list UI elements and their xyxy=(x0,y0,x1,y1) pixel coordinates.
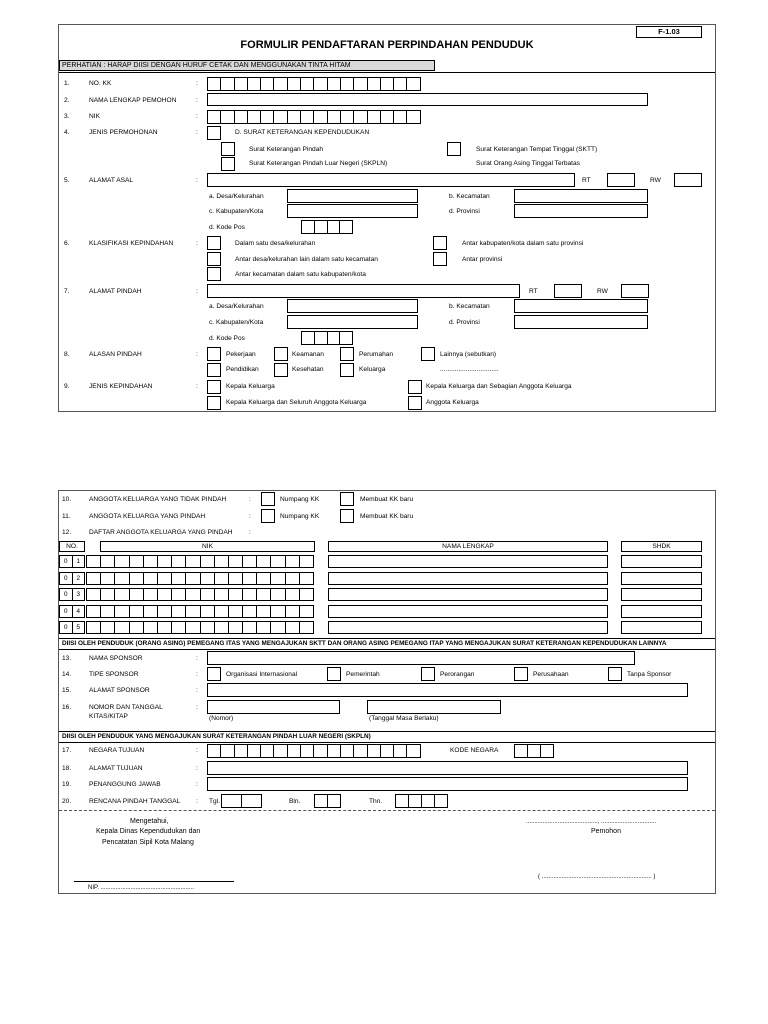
alasan-checkbox-lainnya[interactable] xyxy=(421,347,435,361)
skp-label: Surat Keterangan Pindah xyxy=(249,146,324,153)
rt-label: RT xyxy=(582,177,591,184)
kec-pindah-field[interactable] xyxy=(514,299,648,313)
alasan-checkbox-keluarga[interactable] xyxy=(340,363,354,377)
desa-label: a. Desa/Kelurahan xyxy=(209,303,264,310)
row-nama-field[interactable] xyxy=(328,605,608,618)
label-tipe-sponsor: TIPE SPONSOR xyxy=(89,671,139,678)
row-nik-cells[interactable] xyxy=(86,572,315,585)
label-alasan-pindah: ALASAN PINDAH xyxy=(89,351,142,358)
alasan-checkbox-perumahan[interactable] xyxy=(340,347,354,361)
label-tidak-pindah: ANGGOTA KELUARGA YANG TIDAK PINDAH xyxy=(89,496,227,503)
label-jenis-permohonan: JENIS PERMOHONAN xyxy=(89,129,158,136)
item-number: 19. xyxy=(62,781,72,788)
form-title: FORMULIR PENDAFTARAN PERPINDAHAN PENDUDUK xyxy=(240,39,534,51)
label-yang-pindah: ANGGOTA KELUARGA YANG PINDAH xyxy=(89,513,206,520)
label-daftar-anggota: DAFTAR ANGGOTA KELUARGA YANG PINDAH xyxy=(89,529,233,536)
no-kk-cells[interactable] xyxy=(207,77,421,91)
colon: : xyxy=(196,671,198,678)
row-shdk-field[interactable] xyxy=(621,605,702,618)
form-code-box: F-1.03 xyxy=(636,26,702,38)
kab-pindah-field[interactable] xyxy=(287,315,418,329)
klasifikasi-label-5: Antar provinsi xyxy=(462,256,503,263)
label-alamat-pindah: ALAMAT PINDAH xyxy=(89,288,142,295)
alasan-label-pekerjaan: Pekerjaan xyxy=(226,351,256,358)
row-nik-cells[interactable] xyxy=(86,588,315,601)
colon: : xyxy=(196,80,198,87)
sktt-checkbox[interactable] xyxy=(447,142,461,156)
alasan-label-kesehatan: Kesehatan xyxy=(292,366,324,373)
row-nama-field[interactable] xyxy=(328,572,608,585)
item-number: 18. xyxy=(62,765,72,772)
sponsor-label-tanpa: Tanpa Sponsor xyxy=(627,671,672,678)
alasan-checkbox-pekerjaan[interactable] xyxy=(207,347,221,361)
rw-label: RW xyxy=(597,288,608,295)
label-rencana-pindah: RENCANA PINDAH TANGGAL xyxy=(89,798,181,805)
rt-pindah-field[interactable] xyxy=(554,284,582,298)
rt-label: RT xyxy=(529,288,538,295)
colon: : xyxy=(196,747,198,754)
row-number-cells: 0 1 xyxy=(59,555,85,568)
row-number-cells: 0 3 xyxy=(59,588,85,601)
membuat-label: Membuat KK baru xyxy=(360,496,414,503)
row-nik-cells[interactable] xyxy=(86,605,315,618)
membuat-label: Membuat KK baru xyxy=(360,513,414,520)
klasifikasi-label-1: Dalam satu desa/kelurahan xyxy=(235,240,316,247)
sponsor-label-perusahaan: Perusahaan xyxy=(533,671,569,678)
item-number: 6. xyxy=(64,240,70,247)
kab-label: c. Kabupaten/Kota xyxy=(209,319,264,326)
sponsor-label-organisasi: Organisasi Internasional xyxy=(226,671,298,678)
jenis-label-3: Kepala Keluarga dan Sebagian Anggota Keluarga xyxy=(426,383,572,390)
desa-label: a. Desa/Kelurahan xyxy=(209,193,264,200)
sponsor-checkbox-pemerintah[interactable] xyxy=(327,667,341,681)
item-number: 11. xyxy=(62,513,71,520)
place-date-line: ..........................................., ................................. xyxy=(526,819,657,825)
sponsor-label-pemerintah: Pemerintah xyxy=(346,671,380,678)
sponsor-label-perorangan: Perorangan xyxy=(440,671,475,678)
section-divider xyxy=(59,742,715,743)
alamat-tujuan-field[interactable] xyxy=(207,761,688,775)
tgl-label: Tgl. xyxy=(209,798,220,805)
thn-cells[interactable] xyxy=(395,794,449,808)
klasifikasi-checkbox-2[interactable] xyxy=(207,252,221,266)
row-shdk-field[interactable] xyxy=(621,588,702,601)
label-alamat-asal: ALAMAT ASAL xyxy=(89,177,134,184)
jenis-checkbox-2[interactable] xyxy=(207,396,221,410)
item-number: 12. xyxy=(62,529,72,536)
row-shdk-field[interactable] xyxy=(621,555,702,568)
kab-label: c. Kabupaten/Kota xyxy=(209,208,264,215)
numpang-label: Numpang KK xyxy=(280,496,320,503)
klasifikasi-checkbox-5[interactable] xyxy=(433,252,447,266)
section-divider xyxy=(59,638,715,639)
row-number-cells: 0 4 xyxy=(59,605,85,618)
kitas-tanggal-field[interactable] xyxy=(367,700,501,714)
kodepos-pindah-cells[interactable] xyxy=(301,331,353,345)
item-number: 20. xyxy=(62,798,72,805)
alamat-pindah-field[interactable] xyxy=(207,284,520,298)
colon: : xyxy=(249,496,251,503)
alasan-label-pendidikan: Pendidikan xyxy=(226,366,259,373)
sponsor-checkbox-tanpa[interactable] xyxy=(608,667,622,681)
prov-pindah-field[interactable] xyxy=(514,315,648,329)
kec-label: b. Kecamatan xyxy=(449,303,490,310)
notice-banner: PERHATIAN : HARAP DIISI DENGAN HURUF CETAK DAN MENGGUNAKAN TINTA HITAM xyxy=(59,60,435,71)
colon: : xyxy=(196,704,198,711)
label-nama-pemohon: NAMA LENGKAP PEMOHON xyxy=(89,97,177,104)
sponsor-checkbox-organisasi[interactable] xyxy=(207,667,221,681)
tgl-cells[interactable] xyxy=(221,794,262,808)
colon: : xyxy=(196,288,198,295)
desa-pindah-field[interactable] xyxy=(287,299,418,313)
mengetahui-text: Mengetahui, xyxy=(130,818,169,825)
item-number: 15. xyxy=(62,687,72,694)
kepala-dinas-line1: Kepala Dinas Kependudukan dan xyxy=(96,828,201,835)
item-number: 9. xyxy=(64,383,70,390)
label-kitas: KITAS/KITAP xyxy=(89,713,128,720)
item-number: 14. xyxy=(62,671,72,678)
colon: : xyxy=(196,113,198,120)
klasifikasi-label-3: Antar kecamatan dalam satu kabupaten/kota xyxy=(235,271,366,278)
item-number: 8. xyxy=(64,351,70,358)
colon: : xyxy=(196,655,198,662)
tidak-pindah-membuat-checkbox[interactable] xyxy=(340,492,354,506)
item-number: 17. xyxy=(62,747,72,754)
kab-asal-field[interactable] xyxy=(287,204,418,218)
kode-negara-label: KODE NEGARA xyxy=(450,747,499,754)
item-number: 5. xyxy=(64,177,70,184)
kodepos-asal-cells[interactable] xyxy=(301,220,353,234)
prov-asal-field[interactable] xyxy=(514,204,648,218)
alasan-checkbox-kesehatan[interactable] xyxy=(274,363,288,377)
jenis-checkbox-1[interactable] xyxy=(207,380,221,394)
desa-asal-field[interactable] xyxy=(287,189,418,203)
numpang-label: Numpang KK xyxy=(280,513,320,520)
nama-sponsor-field[interactable] xyxy=(207,651,635,665)
penanggung-jawab-field[interactable] xyxy=(207,777,688,791)
sktt-label: Surat Keterangan Tempat Tinggal (SKTT) xyxy=(476,146,598,153)
section-divider xyxy=(59,731,715,732)
col-header-shdk: SHDK xyxy=(621,541,702,552)
col-header-no: NO. xyxy=(59,541,85,552)
colon: : xyxy=(196,383,198,390)
rw-pindah-field[interactable] xyxy=(621,284,649,298)
colon: : xyxy=(196,129,198,136)
bln-label: Bln. xyxy=(289,798,301,805)
colon: : xyxy=(196,687,198,694)
row-nama-field[interactable] xyxy=(328,555,608,568)
colon: : xyxy=(196,765,198,772)
item-number: 1. xyxy=(64,80,70,87)
item-number: 7. xyxy=(64,288,70,295)
skpln-checkbox[interactable] xyxy=(221,157,235,171)
label-nama-sponsor: NAMA SPONSOR xyxy=(89,655,143,662)
jenis-label-4: Anggota Keluarga xyxy=(426,399,479,406)
kepala-signature-rule xyxy=(74,881,234,882)
colon: : xyxy=(196,177,198,184)
row-shdk-field[interactable] xyxy=(621,621,702,634)
skpln-label: Surat Keterangan Pindah Luar Negeri (SKPLN) xyxy=(249,160,388,167)
label-penanggung-jawab: PENANGGUNG JAWAB xyxy=(89,781,161,788)
alamat-sponsor-field[interactable] xyxy=(207,683,688,697)
kec-asal-field[interactable] xyxy=(514,189,648,203)
tidak-pindah-numpang-checkbox[interactable] xyxy=(261,492,275,506)
jenis-label-1: Kepala Keluarga xyxy=(226,383,275,390)
rt-asal-field[interactable] xyxy=(607,173,635,187)
pindah-numpang-checkbox[interactable] xyxy=(261,509,275,523)
kodepos-label: d. Kode Pos xyxy=(209,335,245,342)
label-alamat-sponsor: ALAMAT SPONSOR xyxy=(89,687,150,694)
label-jenis-kepindahan: JENIS KEPINDAHAN xyxy=(89,383,153,390)
row-nik-cells[interactable] xyxy=(86,555,315,568)
permohonan-header: D. SURAT KETERANGAN KEPENDUDUKAN xyxy=(235,129,370,136)
item-number: 3. xyxy=(64,113,70,120)
row-nama-field[interactable] xyxy=(328,621,608,634)
sponsor-checkbox-perorangan[interactable] xyxy=(421,667,435,681)
item-number: 13. xyxy=(62,655,72,662)
colon: : xyxy=(249,513,251,520)
col-header-nama: NAMA LENGKAP xyxy=(328,541,608,552)
sponsor-checkbox-perusahaan[interactable] xyxy=(514,667,528,681)
jenis-label-2: Kepala Keluarga dan Seluruh Anggota Keluarga xyxy=(226,399,367,406)
permohonan-checkbox-d[interactable] xyxy=(207,126,221,140)
col-header-nik: NIK xyxy=(100,541,315,552)
label-klasifikasi: KLASIFIKASI KEPINDAHAN xyxy=(89,240,174,247)
nik-cells[interactable] xyxy=(207,110,421,124)
pindah-membuat-checkbox[interactable] xyxy=(340,509,354,523)
colon: : xyxy=(196,240,198,247)
prov-label: d. Provinsi xyxy=(449,208,480,215)
label-negara-tujuan: NEGARA TUJUAN xyxy=(89,747,145,754)
alasan-lainnya-dots: ................................ xyxy=(440,366,499,373)
klasifikasi-checkbox-3[interactable] xyxy=(207,267,221,281)
bln-cells[interactable] xyxy=(314,794,341,808)
alasan-label-keluarga: Keluarga xyxy=(359,366,386,373)
alasan-label-keamanan: Keamanan xyxy=(292,351,324,358)
prov-label: d. Provinsi xyxy=(449,319,480,326)
kepala-dinas-line2: Pencatatan Sipil Kota Malang xyxy=(102,839,194,846)
section-asing-heading: DIISI OLEH PENDUDUK (ORANG ASING) PEMEGANG ITAS YANG MENGAJUKAN SKTT DAN ORANG ASING PEMEGANG ITAP YANG MENGAJUKAN SURAT KETERANGAN KEPENDUDUKAN LAINNYA xyxy=(62,640,667,647)
notice-rule xyxy=(59,72,715,73)
colon: : xyxy=(196,97,198,104)
pemohon-signature-line: ( .................................................................. ) xyxy=(538,874,656,880)
jenis-checkbox-4[interactable] xyxy=(408,396,422,410)
tanggal-masa-caption: (Tanggal Masa Berlaku) xyxy=(369,715,439,722)
row-number-cells: 0 2 xyxy=(59,572,85,585)
item-number: 2. xyxy=(64,97,70,104)
soatt-label: Surat Orang Asing Tinggal Terbatas xyxy=(476,160,580,167)
kec-label: b. Kecamatan xyxy=(449,193,490,200)
item-number: 16. xyxy=(62,704,72,711)
label-nomor-tanggal: NOMOR DAN TANGGAL xyxy=(89,704,163,711)
negara-tujuan-cells[interactable] xyxy=(207,744,421,758)
alamat-asal-field[interactable] xyxy=(207,173,575,187)
label-alamat-tujuan: ALAMAT TUJUAN xyxy=(89,765,143,772)
colon: : xyxy=(196,351,198,358)
row-nama-field[interactable] xyxy=(328,588,608,601)
kode-negara-cells[interactable] xyxy=(514,744,554,758)
klasifikasi-checkbox-4[interactable] xyxy=(433,236,447,250)
skp-checkbox[interactable] xyxy=(221,142,235,156)
kodepos-label: d. Kode Pos xyxy=(209,224,245,231)
alasan-label-perumahan: Perumahan xyxy=(359,351,394,358)
thn-label: Thn. xyxy=(369,798,383,805)
signature-divider xyxy=(59,810,715,811)
rw-label: RW xyxy=(650,177,661,184)
alasan-checkbox-pendidikan[interactable] xyxy=(207,363,221,377)
colon: : xyxy=(196,798,198,805)
pemohon-label: Pemohon xyxy=(591,828,621,835)
row-shdk-field[interactable] xyxy=(621,572,702,585)
klasifikasi-label-4: Antar kabupaten/kota dalam satu provinsi xyxy=(462,240,584,247)
item-number: 10. xyxy=(62,496,72,503)
alasan-checkbox-keamanan[interactable] xyxy=(274,347,288,361)
nomor-caption: (Nomor) xyxy=(209,715,234,722)
item-number: 4. xyxy=(64,129,70,136)
colon: : xyxy=(196,781,198,788)
row-number-cells: 0 5 xyxy=(59,621,85,634)
label-nik: NIK xyxy=(89,113,100,120)
klasifikasi-label-2: Antar desa/kelurahan lain dalam satu kecamatan xyxy=(235,256,378,263)
section-divider xyxy=(59,649,715,650)
alasan-label-lainnya: Lainnya (sebutkan) xyxy=(440,351,497,358)
jenis-checkbox-3[interactable] xyxy=(408,380,422,394)
rw-asal-field[interactable] xyxy=(674,173,702,187)
kitas-nomor-field[interactable] xyxy=(207,700,340,714)
label-no-kk: NO. KK xyxy=(89,80,112,87)
section-skpln-heading: DIISI OLEH PENDUDUK YANG MENGAJUKAN SURAT KETERANGAN PINDAH LUAR NEGERI (SKPLN) xyxy=(62,733,371,740)
colon: : xyxy=(249,529,251,536)
nip-line: NIP. ........................................................ xyxy=(88,885,194,891)
nama-pemohon-field[interactable] xyxy=(207,93,648,106)
klasifikasi-checkbox-1[interactable] xyxy=(207,236,221,250)
row-nik-cells[interactable] xyxy=(86,621,315,634)
